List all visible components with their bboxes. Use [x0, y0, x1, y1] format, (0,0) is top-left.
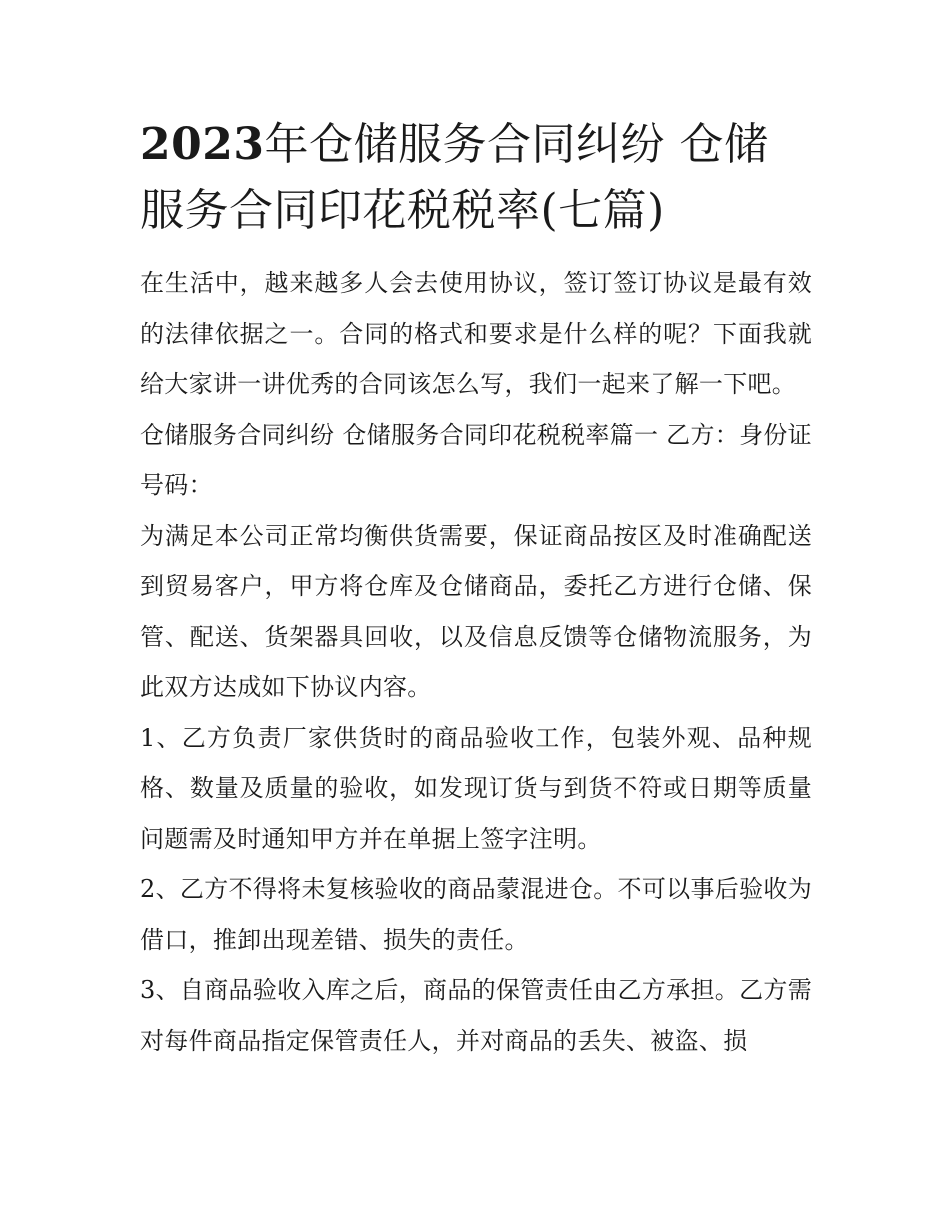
paragraph-clause-1: 1、乙方负责厂家供货时的商品验收工作，包装外观、品种规格、数量及质量的验收，如发现订货与到货不符或日期等质量问题需及时通知甲方并在单据上签字注明。 [140, 723, 812, 853]
paragraph-section-heading: 仓储服务合同纠纷 仓储服务合同印花税税率篇一 乙方：身份证号码： [140, 420, 812, 499]
document-title [140, 112, 812, 244]
document-body [140, 258, 812, 1066]
title-year: 2023 [140, 119, 265, 170]
document-page [140, 112, 812, 1066]
paragraph-clause-3: 3、自商品验收入库之后，商品的保管责任由乙方承担。乙方需对每件商品指定保管责任人，并对商品的丢失、被盗、损 [140, 976, 812, 1055]
paragraph-intro: 在生活中，越来越多人会去使用协议，签订签订协议是最有效的法律依据之一。合同的格式和要求是什么样的呢？下面我就给大家讲一讲优秀的合同该怎么写，我们一起来了解一下吧。 [140, 269, 812, 398]
title-text: 年仓储服务合同纠纷 仓储服务合同印花税税率(七篇) [140, 119, 769, 236]
paragraph-purpose: 为满足本公司正常均衡供货需要，保证商品按区及时准确配送到贸易客户，甲方将仓库及仓储商品，委托乙方进行仓储、保管、配送、货架器具回收，以及信息反馈等仓储物流服务，为此双方达成如下协议内容。 [140, 521, 812, 701]
paragraph-clause-2: 2、乙方不得将未复核验收的商品蒙混进仓。不可以事后验收为借口，推卸出现差错、损失的责任。 [140, 875, 812, 954]
